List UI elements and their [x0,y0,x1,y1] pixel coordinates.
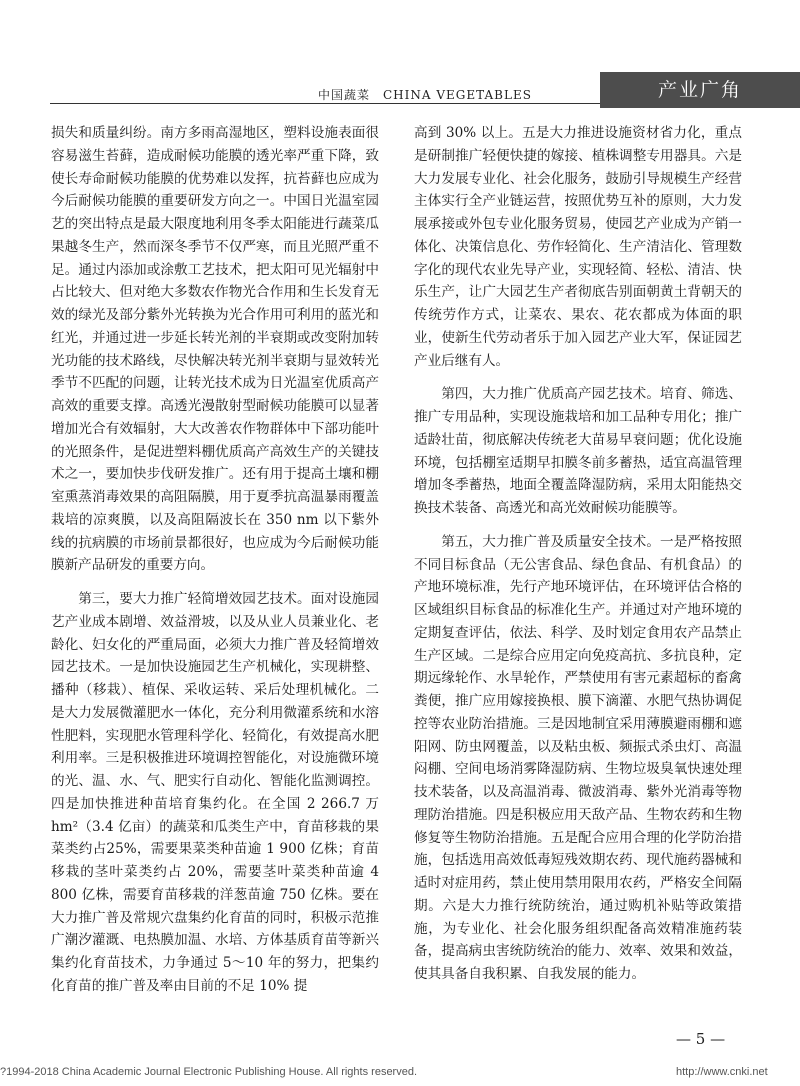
body-paragraph: 第三，要大力推广轻简增效园艺技术。面对设施园艺产业成本剧增、效益滑坡，以及从业人员兼业化、老龄化、妇女化的严重局面，必须大力推广普及轻简增效园艺技术。一是加快设施园艺生产机械化，实现耕整、播种（移栽）、植保、采收运转、采后处理机械化。二是大力发展微灌肥水一体化，充分利用微灌系统和水溶性肥料，实现肥水管理科学化、轻简化，有效提高水肥利用率。三是积极推进环境调控智能化，对设施微环境的光、温、水、气、肥实行自动化、智能化监测调控。四是加快推进种苗培育集约化。在全国 2 266.7 万 hm²（3.4 亿亩）的蔬菜和瓜类生产中，育苗移栽的果菜类约占25%，需要果菜类种苗逾 1 900 亿株；育苗移栽的茎叶菜类约占 20%，需要茎叶菜类种苗逾 4 800 亿株，需要育苗移栽的洋葱苗逾 750 亿株。要在大力推广普及常规穴盘集约化育苗的同时，积极示范推广潮汐灌溉、电热膜加温、水培、方体基质育苗等新兴集约化育苗技术，力争通过 5～10 年的努力，把集约化育苗的推广普及率由目前的不足 10% 提 [51,591,379,994]
journal-title: 中国蔬菜 CHINA VEGETABLES [318,88,532,102]
page-number: — 5 — [676,1030,726,1048]
footer-link[interactable]: http://www.cnki.net [676,1066,768,1078]
body-paragraph: 第五，大力推广普及质量安全技术。一是严格按照不同目标食品（无公害食品、绿色食品、有机食品）的产地环境标准，先行产地环境评估，在环境评估合格的区域组织目标食品的标准化生产。并通过对产地环境的定期复查评估，依法、科学、及时划定食用农产品禁止生产区域。二是综合应用定向免疫高抗、多抗良种，定期远缘轮作、水旱轮作，严禁使用有害元素超标的畜禽粪便，推广应用嫁接换根、膜下滴灌、水肥气热协调促控等农业防治措施。三是因地制宜采用薄膜避雨棚和遮阳网、防虫网覆盖，以及粘虫板、频振式杀虫灯、高温闷棚、空间电场消雾降湿防病、生物垃圾臭氧快速处理技术装备，以及高温消毒、微波消毒、紫外光消毒等物理防治措施。四是积极应用天敌产品、生物农药和生物修复等生物防治措施。五是配合应用合理的化学防治措施，包括选用高效低毒短残效期农药、现代施药器械和适时对症用药，禁止使用禁用限用农药，严格安全间隔期。六是大力推行统防统治，通过购机补贴等政策措施，为专业化、社会化服务组织配备高效精准施药装备，提高病虫害统防统治的能力、效率、效果和效益，使其具备自我积累、自我发展的能力。 [414,533,742,982]
right-column [414,122,742,1057]
body-paragraph: 第四，大力推广优质高产园艺技术。培育、筛选、推广专用品种，实现设施栽培和加工品种专用化；推广适龄壮苗，彻底解决传统老大苗易早衰问题；优化设施环境，包括棚室适期早扣膜冬前多蓄热，适宜高温管理增加冬季蓄热，地面全覆盖降湿防病，采用太阳能热交换技术装备、高透光和高光效耐候功能膜等。 [414,386,742,516]
body-paragraph: 损失和质量纠纷。南方多雨高湿地区，塑料设施表面很容易滋生苔藓，造成耐候功能膜的透光率严重下降，致使长寿命耐候功能膜的优势难以发挥，抗苔藓也应成为今后耐候功能膜的重要研发方向之一。中国日光温室园艺的突出特点是最大限度地利用冬季太阳能进行蔬菜瓜果越冬生产，然而深冬季节不仅严寒，而且光照严重不足。通过内添加或涂敷工艺技术，把太阳可见光辐射中占比较大、但对绝大多数农作物光合作用和生长发育无效的绿光及部分紫外光转换为光合作用可利用的蓝光和红光，并通过进一步延长转光剂的半衰期或改变附加转光功能的技术路线，尽快解决转光剂半衰期与显效转光季节不匹配的问题，让转光技术成为日光温室优质高产高效的重要支撑。高透光漫散射型耐候功能膜可以显著增加光合有效辐射，大大改善农作物群体中下部功能叶的光照条件，是促进塑料棚优质高产高效生产的关键技术之一，要加快步伐研发推广。还有用于提高土壤和棚室熏蒸消毒效果的高阻隔膜，用于夏季抗高温暴雨覆盖栽培的凉爽膜，以及高阻隔波长在 350 nm 以下紫外线的抗病膜的市场前景都很好，也应成为今后耐候功能膜新产品研发的重要方向。 [51,125,379,574]
page-header [0,72,800,108]
body-paragraph: 高到 30% 以上。五是大力推进设施资材省力化，重点是研制推广轻便快捷的嫁接、植株调整专用器具。六是大力发展专业化、社会化服务，鼓励引导规模生产经营主体实行全产业链运营，按照优势互补的原则，大力发展承接或外包专业化服务贸易，使园艺产业成为产销一体化、决策信息化、劳作轻简化、生产清洁化、管理数字化的现代农业先导产业，实现轻简、轻松、清洁、快乐生产，让广大园艺生产者彻底告别面朝黄土背朝天的传统劳作方式，让菜农、果农、花农都成为体面的职业，使新生代劳动者乐于加入园艺产业大军，保证园艺产业后继有人。 [414,125,742,369]
header-rule [50,103,610,104]
footer-copyright: ?1994-2018 China Academic Journal Electronic Publishing House. All rights reserved. [0,1066,418,1078]
section-tab: 产业广角 [600,72,800,108]
left-column [51,122,379,1057]
